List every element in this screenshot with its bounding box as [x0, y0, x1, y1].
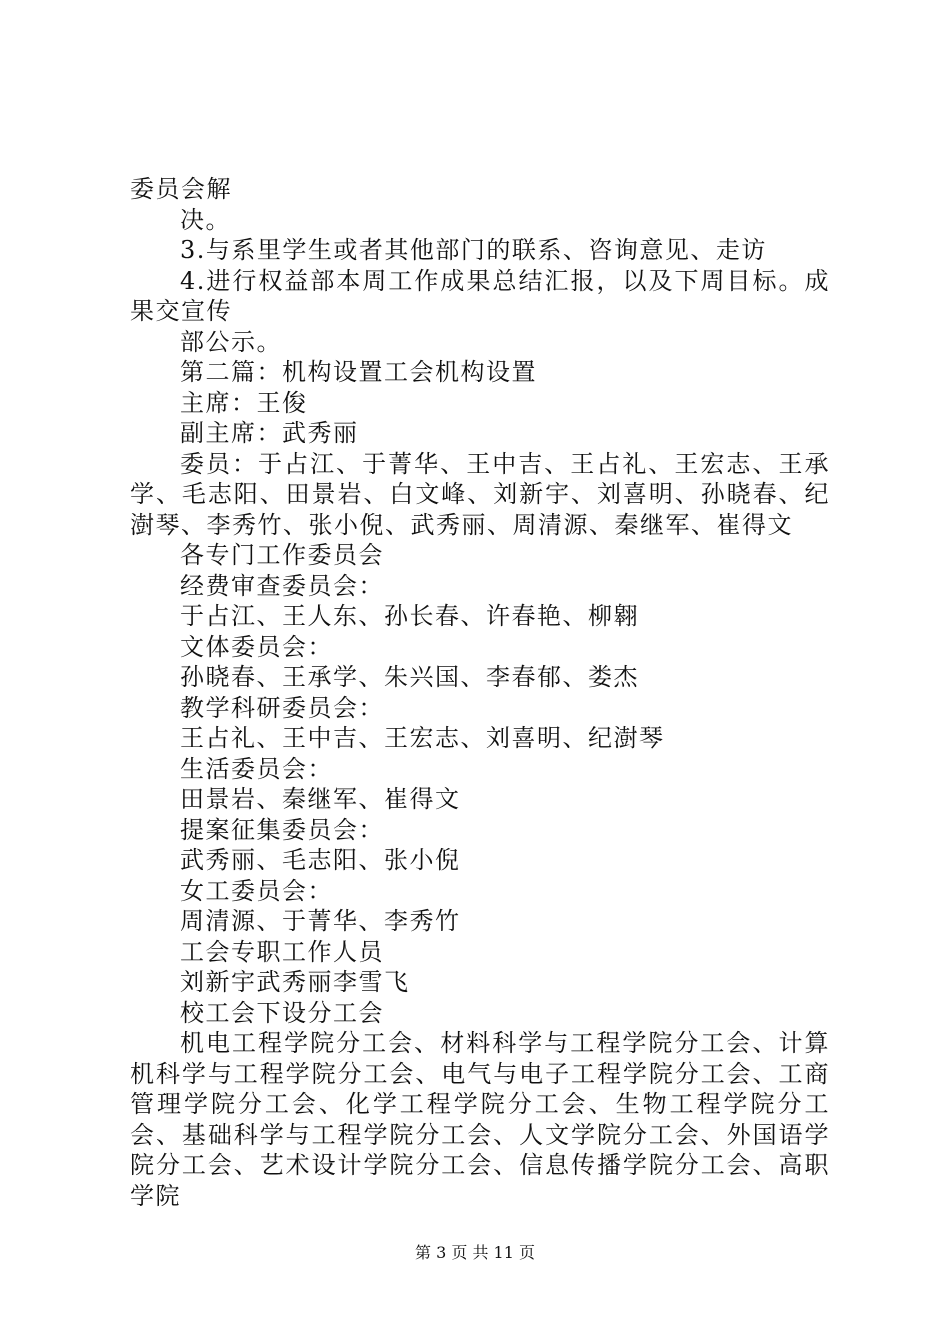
paragraph-line: 副主席：武秀丽	[180, 419, 359, 447]
paragraph-line: 生活委员会：	[180, 754, 333, 783]
paragraph-line: 委员会解	[130, 175, 232, 203]
paragraph-line: 各专门工作委员会	[180, 541, 384, 569]
paragraph-line: 委员：于占江、于菁华、王中吉、王占礼、王宏志、王承学、毛志阳、田景岩、白文峰、刘新宇、刘喜明、孙晓春、纪澍琴、李秀竹、张小倪、武秀丽、周清源、秦继军、崔得文	[130, 449, 830, 539]
paragraph-line: 王占礼、王中吉、王宏志、刘喜明、纪澍琴	[180, 724, 665, 752]
paragraph-line: 田景岩、秦继军、崔得文	[180, 785, 461, 813]
paragraph-line: 提案征集委员会：	[180, 815, 384, 844]
paragraph-line: 孙晓春、王承学、朱兴国、李春郁、娄杰	[180, 663, 639, 691]
paragraph-line: 文体委员会：	[180, 632, 333, 661]
paragraph-line: 校工会下设分工会	[180, 998, 384, 1027]
paragraph-line: 机电工程学院分工会、材料科学与工程学院分工会、计算机科学与工程学院分工会、电气与电子工程学院分工会、工商管理学院分工会、化学工程学院分工会、生物工程学院分工会、基础科学与工程学院分工会、人文学院分工会、外国语学院分工会、艺术设计学院分工会、信息传播学院分工会、高职学院	[130, 1029, 830, 1210]
paragraph-line: 第二篇：机构设置工会机构设置	[180, 358, 537, 386]
paragraph-line: 刘新宇武秀丽李雪飞	[180, 968, 410, 996]
paragraph-line: 于占江、王人东、孙长春、许春艳、柳翱	[180, 602, 639, 630]
page-number-label: 第 3 页 共 11 页	[415, 1243, 535, 1262]
paragraph-line: 女工委员会：	[180, 876, 333, 905]
paragraph-line: 工会专职工作人员	[180, 937, 384, 966]
page-footer	[0, 1243, 950, 1263]
paragraph-line: 经费审查委员会：	[180, 571, 384, 600]
paragraph-line: 3.与系里学生或者其他部门的联系、咨询意见、走访	[180, 236, 767, 264]
paragraph-line: 武秀丽、毛志阳、张小倪	[180, 846, 461, 874]
paragraph-line: 主席：王俊	[180, 388, 308, 417]
paragraph-line: 4.进行权益部本周工作成果总结汇报，以及下周目标。成果交宣传	[130, 266, 830, 325]
paragraph-line: 决。	[180, 205, 231, 234]
document-body	[130, 174, 830, 1211]
paragraph-line: 部公示。	[180, 327, 282, 356]
paragraph-line: 周清源、于菁华、李秀竹	[180, 907, 461, 935]
paragraph-line: 教学科研委员会：	[180, 693, 384, 722]
